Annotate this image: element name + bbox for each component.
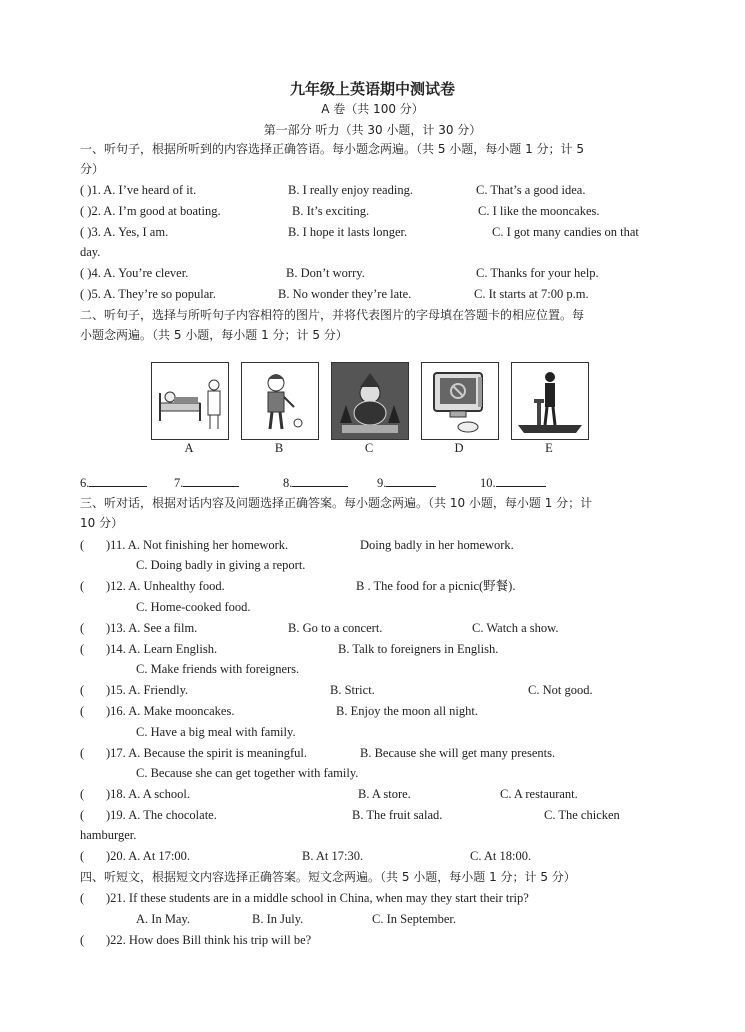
q1-option-c: C. That’s a good idea. [476, 183, 586, 197]
q21-option-c: C. In September. [372, 912, 457, 926]
picture-b-boy [241, 362, 319, 440]
picture-label-e: E [545, 441, 553, 455]
answer-blank-8[interactable] [283, 474, 348, 491]
q13-option-b: B. Go to a concert. [288, 621, 383, 635]
picture-label-b: B [274, 441, 284, 455]
part-one-heading: 第一部分 听力（共 30 小题，计 30 分） [263, 123, 482, 137]
q13-option-a: )13. A. See a film. [106, 621, 198, 635]
q20-option-c: C. At 18:00. [470, 849, 532, 863]
picture-e-speaker [511, 362, 589, 440]
q14-option-a: )14. A. Learn English. [106, 642, 218, 656]
q12-option-b: B . The food for a picnic(野餐). [356, 579, 516, 593]
q21-option-b: B. In July. [252, 912, 304, 926]
section-one-instruction-cont: 分） [80, 162, 105, 176]
answer-blank-6[interactable] [80, 474, 147, 491]
q14-option-c: C. Make friends with foreigners. [136, 662, 300, 676]
exam-page: 九年级上英语期中测试卷 A 卷（共 100 分） 第一部分 听力（共 30 小题，计 30 分） 一、听句子，根据所听到的内容选择正确答语。每小题念两遍。（共 5 小题，每小题 1 分；计 5 分） ( )1. A. I’ve heard of it. B. I really enjoy reading. C. That’s a good idea. ( )2. A. I’m good at boating. B. It’s exciting. C. I like the mooncakes. ( )3. A. Yes, I am. B. I hope it lasts longer. C. I got many candies on that day. ( )4. A. You’re clever. B. Don’t worry. C. Thanks for your help. ( )5. A. They’re so popular. B. No wonder they’re late. C. It starts at 7:00 p.m. 二、听句子，选择与所听句子内容相符的图片，并将代表图片的字母填在答题卡的相应位置。每 小题念两遍。（共 5 小题，每小题 1 分；计 5 分） A B C D E 6. 7. 8. 9. 10. 三、听对话，根据对话内容及问题选择正确答案。每小题念两遍。（共 10 小题，每小题 1 分；计 10 分） ( )11. A. Not finishing her homework. Doing badly in her homework. C. Doing badly in giving a report. ( )12. A. Unhealthy food. B . The food for a picnic(野餐). C. Home-cooked food. ( )13. A. See a film. B. Go to a concert. C. Watch a show. ( )14. A. Learn English. B. Talk to foreigners in English. C. Make friends with foreigners. ( )15. A. Friendly. B. Strict. C. Not good. ( )16. A. Make mooncakes. B. Enjoy the moon all night. C. Have a big meal with family. ( )17. A. Because the spirit is meaningful. B. Because she will get many presents. C. Because she can get together with family. ( )18. A. A school. B. A store. C. A restaurant. ( )19. A. The chocolate. B. The fruit salad. C. The chicken hamburger. ( )20. A. At 17:00. B. At 17:30. C. At 18:00. 四、听短文，根据短文内容选择正确答案。短文念两遍。（共 5 小题，每小题 1 分；计 5 分） ( )21. If these students are in a middle school in China, when may they start their trip? A. In May. B. In July. C. In September. ( )22. How does Bill think his trip will be? [0, 0, 745, 1032]
q5-option-a: ( )5. A. They’re so popular. [80, 287, 216, 301]
answer-blank-10[interactable] [480, 474, 546, 491]
q12-option-a: )12. A. Unhealthy food. [106, 579, 225, 593]
exam-subtitle: A 卷（共 100 分） [321, 102, 424, 116]
q16-option-a: )16. A. Make mooncakes. [106, 704, 235, 718]
q18-option-a: )18. A. A school. [106, 787, 191, 801]
picture-label-c: C [364, 441, 374, 455]
q18-option-b: B. A store. [358, 787, 411, 801]
q11-option-b: Doing badly in her homework. [360, 538, 514, 552]
answer-blank-7[interactable] [174, 474, 239, 491]
q19-option-a: )19. A. The chocolate. [106, 808, 217, 822]
q11-option-a: )11. A. Not finishing her homework. [106, 538, 289, 552]
q21-option-a: A. In May. [136, 912, 191, 926]
q4-option-c: C. Thanks for your help. [476, 266, 599, 280]
blank-number: 7. [174, 476, 184, 490]
q15-option-a: )15. A. Friendly. [106, 683, 189, 697]
picture-label-d: D [454, 441, 464, 455]
section-three-instruction-cont: 10 分） [80, 516, 124, 530]
section-four-instruction: 四、听短文，根据短文内容选择正确答案。短文念两遍。（共 5 小题，每小题 1 分；计 5 分） [80, 870, 576, 884]
q14-option-b: B. Talk to foreigners in English. [338, 642, 499, 656]
q5-option-b: B. No wonder they’re late. [278, 287, 412, 301]
exam-title: 九年级上英语期中测试卷 [289, 80, 455, 98]
q1-option-a: ( )1. A. I’ve heard of it. [80, 183, 197, 197]
q21-stem: )21. If these students are in a middle school in China, when may they start their trip? [106, 891, 529, 905]
q19-option-b: B. The fruit salad. [352, 808, 443, 822]
q15-option-b: B. Strict. [330, 683, 375, 697]
q2-option-a: ( )2. A. I’m good at boating. [80, 204, 221, 218]
blank-number: 8. [283, 476, 293, 490]
q16-option-b: B. Enjoy the moon all night. [336, 704, 479, 718]
section-three-instruction: 三、听对话，根据对话内容及问题选择正确答案。每小题念两遍。（共 10 小题，每小题 1 分；计 [80, 496, 593, 510]
picture-label-a: A [184, 441, 194, 455]
answer-blank-9[interactable] [377, 474, 436, 491]
q13-option-c: C. Watch a show. [472, 621, 559, 635]
q3-option-c-cont: day. [80, 245, 101, 259]
q4-option-a: ( )4. A. You’re clever. [80, 266, 189, 280]
blank-number: 10. [480, 476, 496, 490]
picture-d-computer [421, 362, 499, 440]
q2-option-c: C. I like the mooncakes. [478, 204, 600, 218]
q2-option-b: B. It’s exciting. [292, 204, 370, 218]
q20-option-b: B. At 17:30. [302, 849, 364, 863]
picture-a-hospital [151, 362, 229, 440]
q3-option-c: C. I got many candies on that [492, 225, 639, 239]
q17-option-b: B. Because she will get many presents. [360, 746, 556, 760]
q20-option-a: )20. A. At 17:00. [106, 849, 191, 863]
q11-option-c: C. Doing badly in giving a report. [136, 558, 306, 572]
q12-option-c: C. Home-cooked food. [136, 600, 251, 614]
section-one-instruction: 一、听句子，根据所听到的内容选择正确答语。每小题念两遍。（共 5 小题，每小题 1 分；计 5 [80, 142, 584, 156]
section-two-instruction-cont: 小题念两遍。（共 5 小题，每小题 1 分；计 5 分） [80, 328, 348, 342]
q15-option-c: C. Not good. [528, 683, 593, 697]
q16-option-c: C. Have a big meal with family. [136, 725, 296, 739]
q3-option-b: B. I hope it lasts longer. [288, 225, 408, 239]
q5-option-c: C. It starts at 7:00 p.m. [474, 287, 589, 301]
section-two-instruction: 二、听句子，选择与所听句子内容相符的图片，并将代表图片的字母填在答题卡的相应位置。每 [80, 308, 585, 322]
picture-c-santa [331, 362, 409, 440]
q19-option-c-cont: hamburger. [80, 828, 137, 842]
q3-option-a: ( )3. A. Yes, I am. [80, 225, 169, 239]
q1-option-b: B. I really enjoy reading. [288, 183, 413, 197]
q17-option-a: )17. A. Because the spirit is meaningful. [106, 746, 308, 760]
q22-stem: )22. How does Bill think his trip will be? [106, 933, 312, 947]
q17-option-c: C. Because she can get together with family. [136, 766, 359, 780]
q4-option-b: B. Don’t worry. [286, 266, 365, 280]
q18-option-c: C. A restaurant. [500, 787, 578, 801]
blank-number: 6. [80, 476, 90, 490]
q19-option-c: C. The chicken [544, 808, 620, 822]
blank-number: 9. [377, 476, 387, 490]
